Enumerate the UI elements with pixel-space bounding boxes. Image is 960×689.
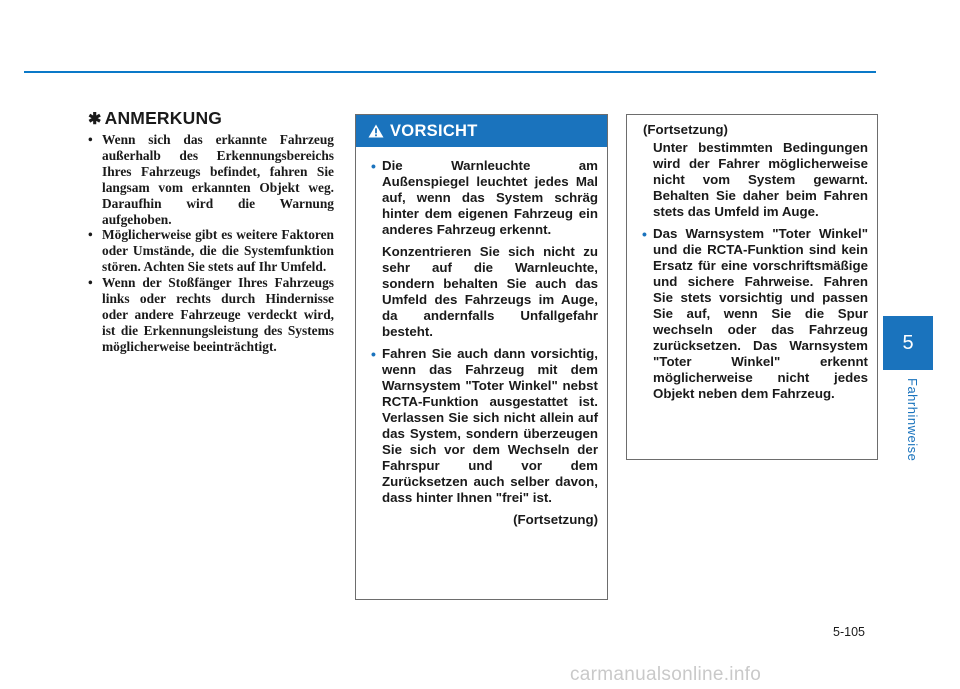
caution-paragraph: Konzentrieren Sie sich nicht zu sehr auf die Warnleuchte, sondern behalten Sie auch das Umfeld des Fahrzeugs im Auge, da andernfalls Unfallgefahr besteht. bbox=[382, 244, 598, 339]
chapter-tab: 5 bbox=[883, 316, 933, 370]
caution-header bbox=[356, 115, 607, 147]
continued-label: (Fortsetzung) bbox=[513, 512, 598, 527]
caution-bullet: • Fahren Sie auch dann vorsichtig, wenn das Fahrzeug mit dem Warnsystem "Toter Winkel" nebst RCTA-Funktion ausgestattet ist. Verlassen Sie sich nicht allein auf das System, sondern überzeugen Sie sich vor dem Wechseln der Fahrspur und vor dem Zurücksetzen auch selber davon, dass hinter Ihnen "frei" ist. bbox=[372, 346, 598, 506]
chapter-label: Fahrhinweise bbox=[905, 378, 920, 462]
note-item: • Wenn der Stoßfänger Ihres Fahrzeugs links oder rechts durch Hindernisse oder andere Fahrzeuge verdeckt wird, ist die Erkennungsleistung des Systems möglicherweise beeinträchtigt. bbox=[88, 275, 334, 355]
asterisk-icon: ✱ bbox=[88, 111, 102, 128]
note-item: • Wenn sich das erkannte Fahrzeug außerhalb des Erkennungsbereichs Ihres Fahrzeugs befindet, fahren Sie langsam vom erkannten Objekt weg. Daraufhin wird die Warnung aufgehoben. bbox=[88, 132, 334, 227]
caution-body bbox=[356, 147, 607, 528]
caution-bullet: • Das Warnsystem "Toter Winkel" und die RCTA-Funktion sind kein Ersatz für eine vorschriftsmäßige und sichere Fahrweise. Fahren Sie stets vorsichtig und passen Sie auf, wenn Sie die Spur wechseln oder das Fahrzeug zurücksetzen. Das Warnsystem "Toter Winkel" erkennt möglicherweise nicht jedes Objekt neben dem Fahrzeug. bbox=[643, 226, 868, 402]
caution-title: VORSICHT bbox=[390, 122, 478, 140]
caution-continued-body bbox=[627, 115, 877, 402]
caution-paragraph: Unter bestimmten Bedingungen wird der Fahrer möglicherweise nicht vom System gewarnt. Behalten Sie daher beim Fahren stets das Umfeld im Auge. bbox=[653, 140, 868, 219]
note-list bbox=[88, 132, 334, 355]
note-title bbox=[88, 108, 334, 129]
caution-bullet: • Die Warnleuchte am Außenspiegel leuchtet jedes Mal auf, wenn das System schräg hinter dem eigenen Fahrzeug ein anderes Fahrzeug erkennt. bbox=[372, 158, 598, 238]
continued-label: (Fortsetzung) bbox=[643, 122, 728, 137]
header-rule bbox=[24, 71, 876, 73]
warning-triangle-icon bbox=[368, 124, 384, 138]
watermark: carmanualsonline.info bbox=[570, 664, 762, 685]
page-number: 5-105 bbox=[833, 625, 865, 639]
note-section bbox=[88, 108, 334, 355]
caution-box bbox=[355, 114, 608, 600]
note-title-text: ANMERKUNG bbox=[104, 108, 223, 128]
note-item: • Möglicherweise gibt es weitere Faktoren oder Umstände, die die Systemfunktion stören. Achten Sie stets auf Ihr Umfeld. bbox=[88, 227, 334, 275]
caution-continued-box bbox=[626, 114, 878, 460]
